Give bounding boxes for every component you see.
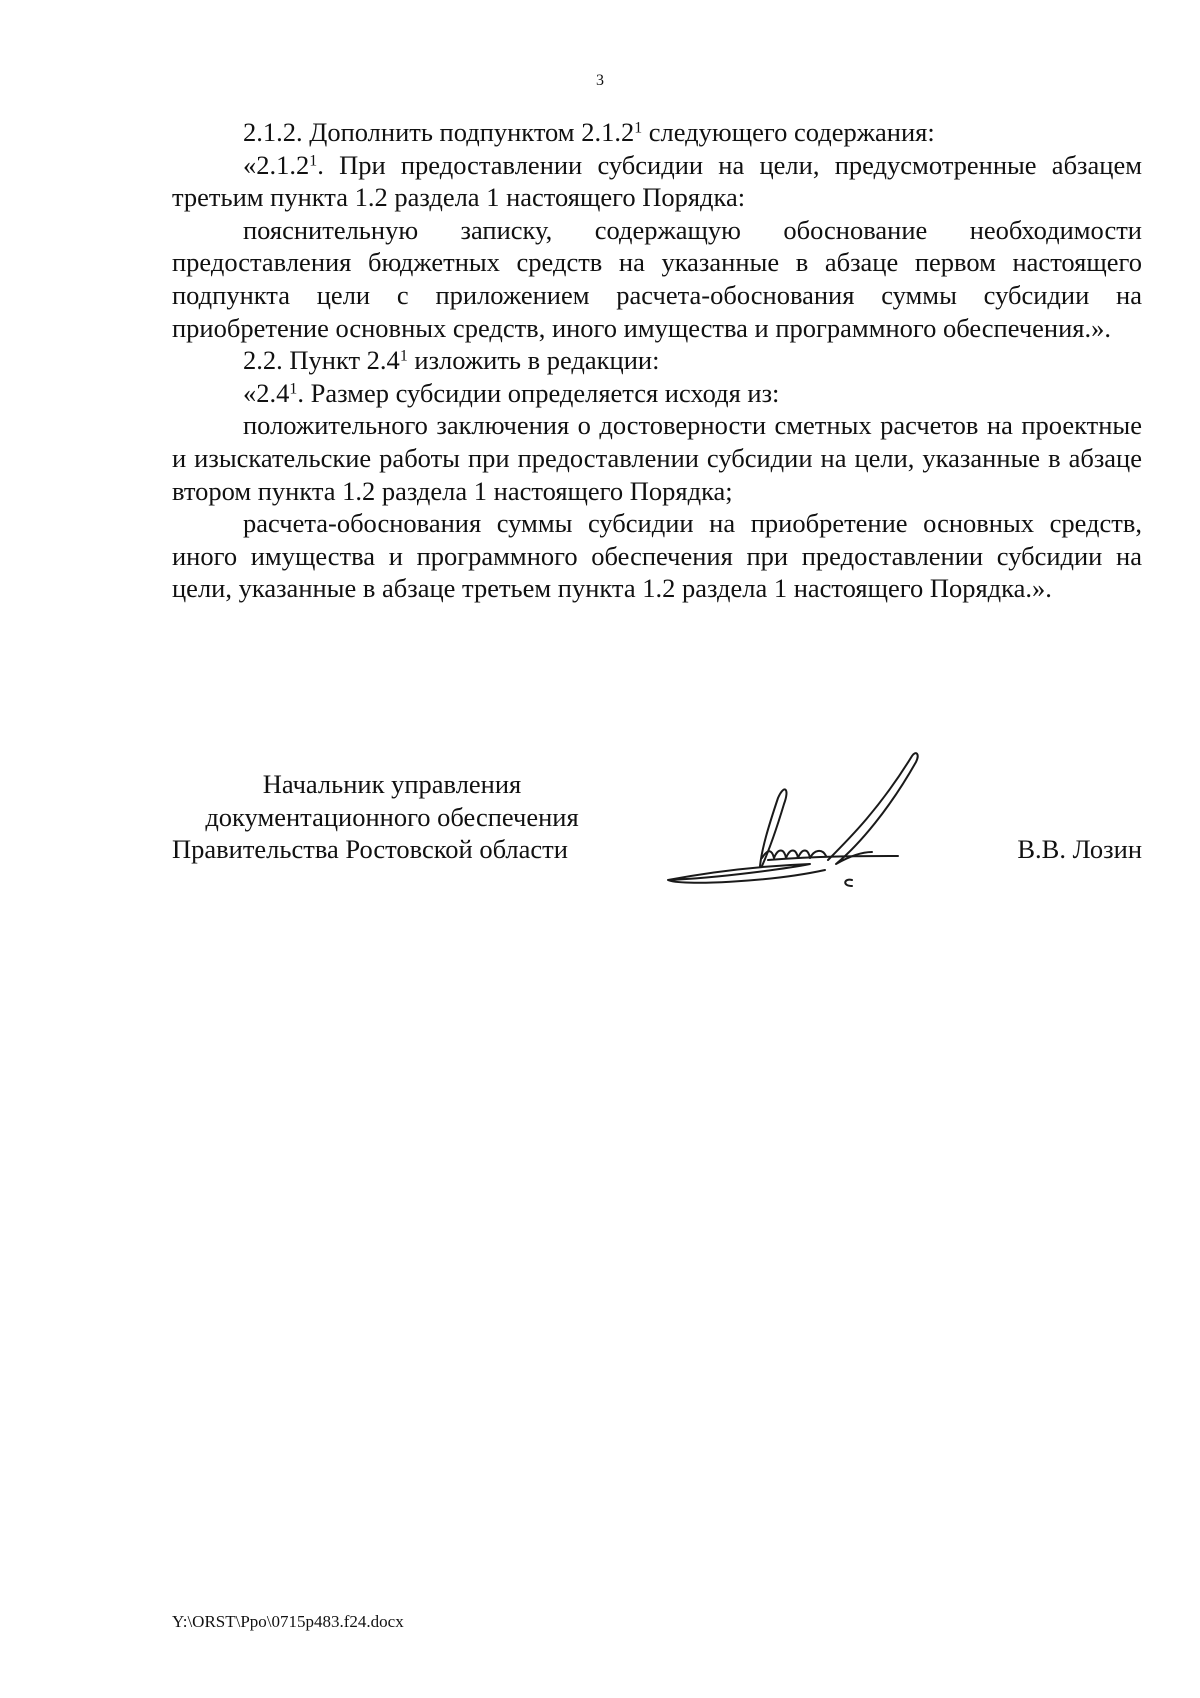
position-line: документационного обеспечения <box>205 801 579 832</box>
document-body <box>172 116 1142 605</box>
paragraph-calculation: расчета-обоснования суммы субсидии на приобретение основных средств, иного имущества и программного обеспечения при предоставлении субсидии на цели, указанные в абзаце третьем пункта 1.2 раздела 1 настоящего Порядка.». <box>172 508 1142 604</box>
paragraph-positive-conclusion: положительного заключения о достоверности сметных расчетов на проектные и изыскательские работы при предоставлении субсидии на цели, указанные в абзаце втором пункта 1.2 раздела 1 настоящего Порядка; <box>172 410 1142 506</box>
page-number: 3 <box>596 72 604 89</box>
signer-position <box>172 768 612 866</box>
paragraph-2-2: 2.2. Пункт $2.4^1$ изложить в редакции: <box>243 345 660 376</box>
paragraph-explanatory-note: пояснительную записку, содержащую обоснование необходимости предоставления бюджетных средств на указанные в абзаце первом настоящего подпункта цели с приложением расчета-обоснования суммы субсидии на приобретение основных средств, иного имущества и программного обеспечения.». <box>172 214 1142 343</box>
paragraph-2-1-2: 2.1.2. Дополнить подпунктом 2.1.2$^1$ следующего содержания: <box>243 117 935 147</box>
paragraph-2-1-2-1: «2.1.2$^1$. При предоставлении субсидии на цели, предусмотренные абзацем третьим пункта 1.2 раздела 1 настоящего Порядка: <box>172 149 1142 213</box>
position-line: Правительства Ростовской области <box>172 834 568 865</box>
signer-name: В.В. Лозин <box>1017 834 1142 864</box>
position-line: Начальник управления <box>262 769 522 799</box>
handwritten-signature <box>650 748 930 898</box>
file-path: Y:\ORST\Ppo\0715p483.f24.docx <box>172 1612 404 1631</box>
paragraph-2-4-1: «$2.4^1$. Размер субсидии определяется исходя из: <box>243 377 780 408</box>
